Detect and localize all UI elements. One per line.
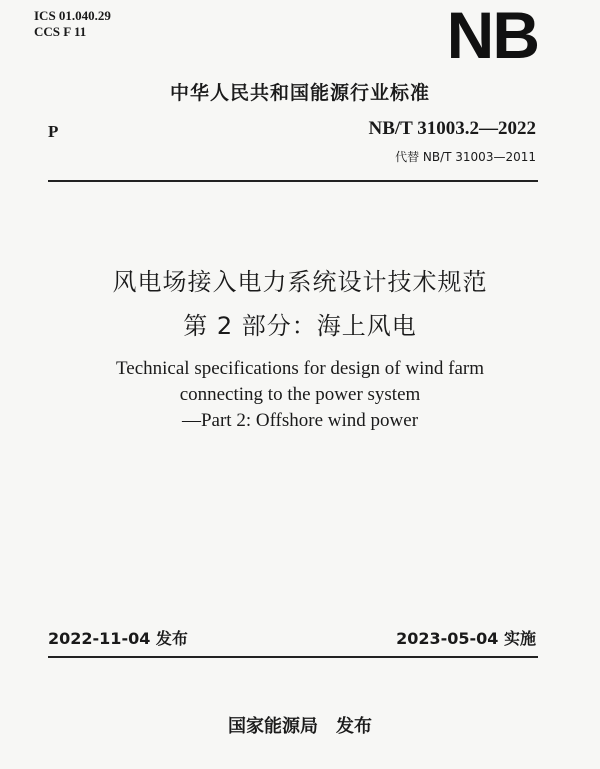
ccs-code: CCS F 11	[34, 24, 87, 39]
nb-logo: NB	[446, 0, 538, 72]
title-cn-line2: 第 2 部分：海上风电	[183, 312, 417, 340]
industry-standard-title: 中华人民共和国能源行业标准	[169, 82, 430, 104]
title-en-line2: connecting to the power system	[179, 384, 421, 405]
implement-date: 2023-05-04 实施	[396, 629, 536, 648]
ics-code-block	[34, 8, 111, 40]
title-en-line3: —Part 2: Offshore wind power	[181, 410, 419, 431]
top-divider	[48, 180, 538, 182]
bottom-divider	[48, 656, 538, 658]
issue-date: 2022-11-04 发布	[48, 629, 188, 648]
issuing-authority: 国家能源局 发布	[228, 716, 372, 737]
title-en-line1: Technical specifications for design of wind farm	[116, 358, 484, 379]
title-cn-line1: 风电场接入电力系统设计技术规范	[112, 268, 488, 296]
classification-letter: P	[48, 122, 59, 141]
standard-code: NB/T 31003.2—2022	[368, 118, 536, 139]
replaces-note: 代替 NB/T 31003—2011	[395, 150, 536, 164]
ics-code: ICS 01.040.29	[34, 8, 111, 23]
